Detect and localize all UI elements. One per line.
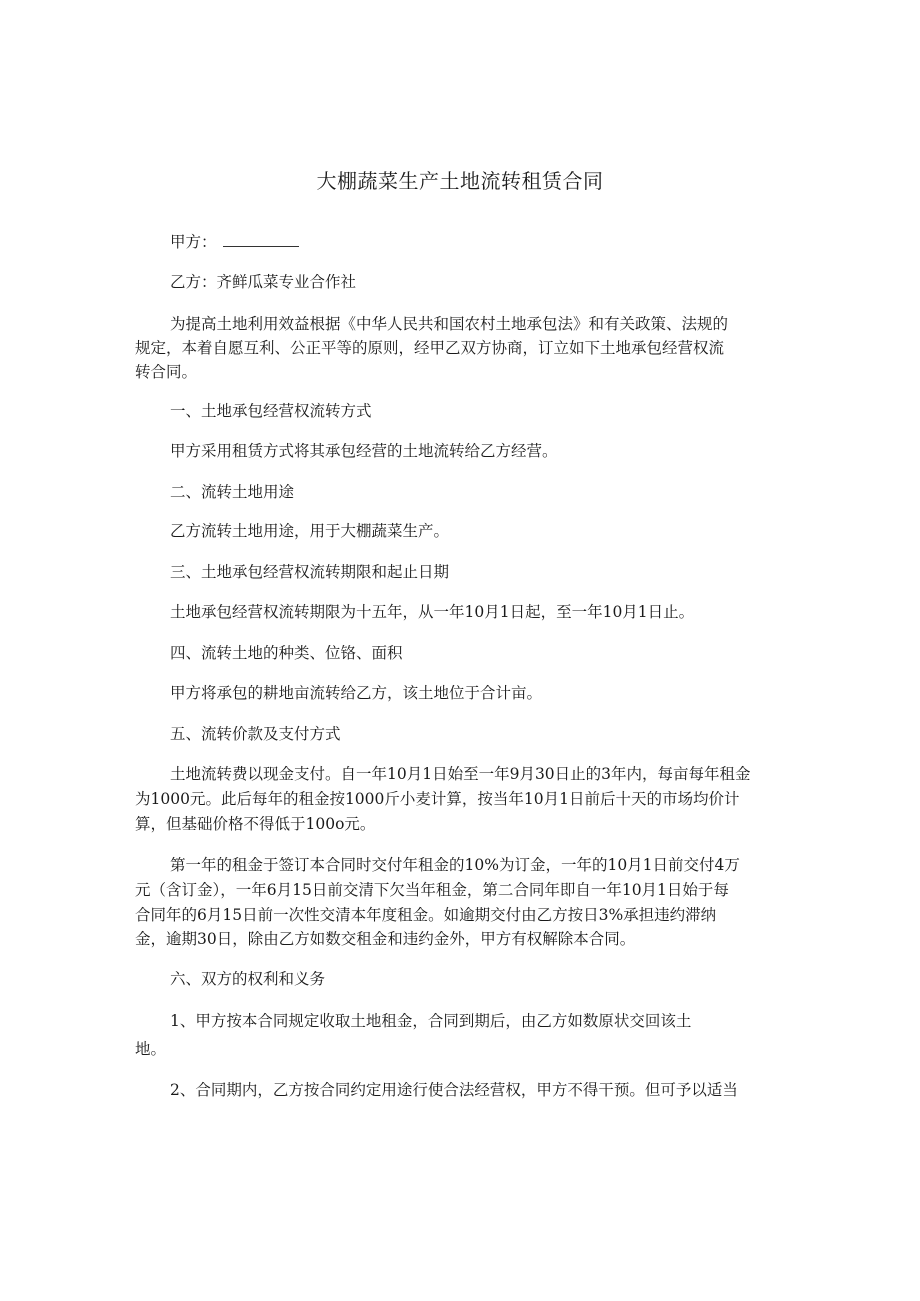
preamble-line-1: 为提高土地利用效益根据《中华人民共和国农村土地承包法》和有关政策、法规的 bbox=[170, 315, 729, 333]
party-a-line bbox=[170, 229, 795, 255]
section-1-heading: 一、土地承包经营权流转方式 bbox=[170, 402, 372, 420]
section-2-body: 乙方流转土地用途，用于大棚蔬菜生产。 bbox=[170, 522, 450, 540]
section-2-heading: 二、流转土地用途 bbox=[170, 483, 295, 501]
section-5-body-line-1: 土地流转费以现金支付。自一年10月1日始至一年9月30日止的3年内，每亩每年租金 bbox=[170, 765, 751, 783]
payment-para-line-1: 第一年的租金于签订本合同时交付年租金的10%为订金，一年的10月1日前交付4万 bbox=[170, 856, 740, 874]
payment-para-line-2: 元（含订金），一年6月15日前交清下欠当年租金，第二合同年即自一年10月1日始于每 bbox=[135, 881, 729, 899]
payment-para-line-3: 合同年的6月15日前一次性交清本年度租金。如逾期交付由乙方按日3%承担违约滞纳 bbox=[135, 906, 717, 924]
section-4-body: 甲方将承包的耕地亩流转给乙方，该土地位于合计亩。 bbox=[170, 684, 543, 702]
section-5-body-line-3: 算，但基础价格不得低于100o元。 bbox=[135, 815, 376, 833]
preamble-line-3: 转合同。 bbox=[135, 363, 198, 381]
section-3-body: 土地承包经营权流转期限为十五年，从一年10月1日起，至一年10月1日止。 bbox=[170, 603, 695, 621]
section-1-body: 甲方采用租赁方式将其承包经营的土地流转给乙方经营。 bbox=[170, 442, 558, 460]
section-6-item-1-line-2: 地。 bbox=[135, 1040, 167, 1058]
section-5-body-line-2: 为1000元。此后每年的租金按1000斤小麦计算，按当年10月1日前后十天的市场均价计 bbox=[135, 790, 740, 808]
section-6-item-2-line-1: 2、合同期内，乙方按合同约定用途行使合法经营权，甲方不得干预。但可予以适当 bbox=[170, 1081, 738, 1099]
section-4-heading: 四、流转土地的种类、位铬、面积 bbox=[170, 644, 403, 662]
section-3-heading: 三、土地承包经营权流转期限和起止日期 bbox=[170, 563, 450, 581]
party-a-blank bbox=[223, 230, 299, 247]
document-title: 大棚蔬菜生产土地流转租赁合同 bbox=[316, 169, 604, 193]
party-b-line: 乙方：齐鲜瓜菜专业合作社 bbox=[170, 273, 357, 291]
section-6-heading: 六、双方的权利和义务 bbox=[170, 970, 326, 988]
party-a-label: 甲方： bbox=[170, 233, 217, 251]
preamble-line-2: 规定，本着自愿互利、公正平等的原则，经甲乙双方协商，订立如下土地承包经营权流 bbox=[135, 339, 725, 357]
section-5-heading: 五、流转价款及支付方式 bbox=[170, 725, 341, 743]
section-6-item-1-line-1: 1、甲方按本合同规定收取土地租金，合同到期后，由乙方如数原状交回该土 bbox=[170, 1012, 692, 1030]
payment-para-line-4: 金，逾期30日，除由乙方如数交租金和违约金外，甲方有权解除本合同。 bbox=[135, 930, 636, 948]
